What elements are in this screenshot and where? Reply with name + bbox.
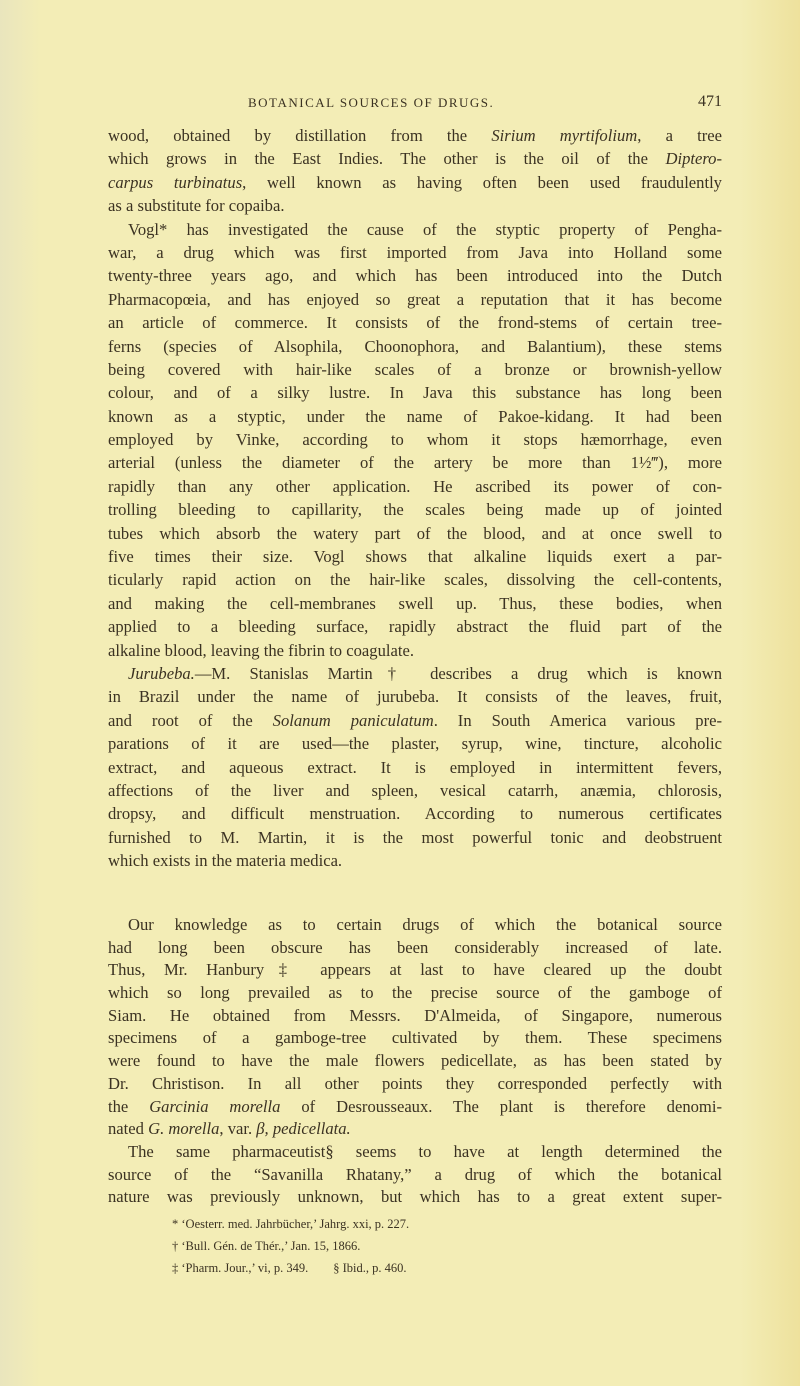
page-edge-shadow xyxy=(0,0,40,1386)
text-segment: nated xyxy=(108,1119,149,1139)
italic-text: β, pedicellata. xyxy=(256,1119,351,1139)
text-segment: applied to a bleeding surface, rapidly abstract the fluid part of the xyxy=(108,617,722,637)
text-line xyxy=(108,1118,722,1141)
text-line xyxy=(108,1073,722,1096)
text-line xyxy=(108,1186,722,1209)
italic-text: Solanum paniculatum xyxy=(272,710,434,730)
text-segment: Siam. He obtained from Messrs. D'Almeida, of Singapore, numerous xyxy=(108,1005,722,1025)
text-segment: which so long prevailed as to the precise source of the gamboge of xyxy=(108,983,722,1003)
italic-text: Diptero- xyxy=(665,149,722,169)
page-gutter-shadow xyxy=(740,0,800,1386)
text-segment: , a tree xyxy=(637,126,722,145)
text-line xyxy=(108,522,722,545)
footnote: ‡ ‘Pharm. Jour.,’ vi, p. 349. § Ibid., p. 460. xyxy=(172,1261,407,1275)
text-line xyxy=(108,662,722,685)
footnote: † ‘Bull. Gén. de Thér.,’ Jan. 15, 1866. xyxy=(172,1239,361,1253)
text-line xyxy=(108,194,722,217)
text-line xyxy=(108,849,722,872)
text-segment: which exists in the materia medica. xyxy=(108,851,343,871)
text-line xyxy=(108,1027,722,1050)
text-segment: twenty-three years ago, and which has been introduced into the Dutch xyxy=(108,266,722,286)
text-segment: Vogl* has investigated the cause of the styptic property of Pengha- xyxy=(128,219,722,239)
text-segment: parations of it are used—the plaster, syrup, wine, tincture, alcoholic xyxy=(108,734,722,754)
text-line xyxy=(108,381,722,404)
italic-text: G. morella xyxy=(148,1119,220,1139)
text-line xyxy=(108,756,722,779)
text-segment: employed by Vinke, according to whom it stops hæmorrhage, even xyxy=(108,430,722,450)
running-title: BOTANICAL SOURCES OF DRUGS. xyxy=(248,95,495,110)
text-segment: source of the “Savanilla Rhatany,” a drug of which the botanical xyxy=(108,1164,722,1184)
text-segment: trolling bleeding to capillarity, the scales being made up of jointed xyxy=(108,500,722,520)
text-line xyxy=(108,1096,722,1119)
page-number: 471 xyxy=(698,93,722,110)
text-segment: as a substitute for copaiba. xyxy=(108,196,285,216)
text-line xyxy=(108,288,722,311)
text-line xyxy=(108,428,722,451)
text-segment: —M. Stanislas Martin† describes a drug which is known xyxy=(194,663,722,683)
text-segment: an article of commerce. It consists of the frond-stems of certain tree- xyxy=(108,313,722,333)
text-segment: in Brazil under the name of jurubeba. It consists of the leaves, fruit, xyxy=(108,687,722,707)
italic-text: carpus turbinatus xyxy=(108,172,243,192)
text-segment: the xyxy=(108,1096,150,1116)
text-segment: The same pharmaceutist§ seems to have at length determined the xyxy=(128,1141,722,1161)
text-line xyxy=(108,311,722,334)
text-segment: extract, and aqueous extract. It is employed in intermittent fevers, xyxy=(108,757,722,777)
text-segment: , var. xyxy=(219,1119,257,1139)
text-segment: being covered with hair-like scales of a bronze or brownish-yellow xyxy=(108,359,722,379)
text-segment: affections of the liver and spleen, vesical catarrh, anæmia, chlorosis, xyxy=(108,780,722,800)
text-segment: and root of the xyxy=(108,710,273,730)
text-line xyxy=(108,568,722,591)
italic-text: Jurubeba. xyxy=(128,663,195,683)
text-segment: Our knowledge as to certain drugs of which the botanical source xyxy=(128,915,722,934)
text-line xyxy=(108,937,722,960)
text-segment: nature was previously unknown, but which has to a great extent super- xyxy=(108,1187,722,1207)
text-line xyxy=(108,592,722,615)
text-line xyxy=(108,826,722,849)
body-text-block-2 xyxy=(108,914,722,1209)
text-line xyxy=(108,914,722,937)
text-segment: tubes which absorb the watery part of the blood, and at once swell to xyxy=(108,523,722,543)
text-line xyxy=(108,124,722,147)
text-segment: ferns (species of Alsophila, Choonophora, and Balantium), these stems xyxy=(108,336,722,356)
text-segment: five times their size. Vogl shows that alkaline liquids exert a par- xyxy=(108,547,722,567)
text-segment: known as a styptic, under the name of Pakoe-kidang. It had been xyxy=(108,406,722,426)
text-line xyxy=(108,1005,722,1028)
text-segment: Dr. Christison. In all other points they corresponded perfectly with xyxy=(108,1073,722,1093)
text-line xyxy=(108,639,722,662)
text-line xyxy=(108,802,722,825)
text-segment: wood, obtained by distillation from the xyxy=(108,126,492,145)
body-text-block-1 xyxy=(108,124,722,873)
text-line xyxy=(108,685,722,708)
text-line xyxy=(108,779,722,802)
text-segment: Pharmacopœia, and has enjoyed so great a reputation that it has become xyxy=(108,289,722,309)
text-line xyxy=(108,264,722,287)
text-segment: dropsy, and difficult menstruation. According to numerous certificates xyxy=(108,804,722,824)
text-segment: ticularly rapid action on the hair-like scales, dissolving the cell-contents, xyxy=(108,570,722,590)
text-line xyxy=(108,405,722,428)
footnote: * ‘Oesterr. med. Jahrbücher,’ Jahrg. xxi, p. 227. xyxy=(172,1217,410,1231)
text-line xyxy=(108,335,722,358)
text-segment: arterial (unless the diameter of the artery be more than 1½‴), more xyxy=(108,453,722,473)
text-line xyxy=(108,545,722,568)
text-line xyxy=(108,1050,722,1073)
text-line xyxy=(108,959,722,982)
text-line xyxy=(108,451,722,474)
text-line xyxy=(108,1164,722,1187)
text-line xyxy=(108,498,722,521)
text-segment: specimens of a gamboge-tree cultivated by them. These specimens xyxy=(108,1028,722,1048)
text-segment: were found to have the male flowers pedicellate, as has been stated by xyxy=(108,1051,722,1071)
text-line xyxy=(108,171,722,194)
text-line xyxy=(108,475,722,498)
text-segment: , well known as having often been used fraudulently xyxy=(242,172,722,192)
text-segment: rapidly than any other application. He ascribed its power of con- xyxy=(108,476,722,496)
italic-text: Garcinia morella xyxy=(149,1096,281,1116)
text-segment: alkaline blood, leaving the fibrin to coagulate. xyxy=(108,640,414,660)
text-line xyxy=(108,732,722,755)
text-line xyxy=(108,218,722,241)
text-segment: had long been obscure has been considerably increased of late. xyxy=(108,937,722,957)
text-line xyxy=(108,241,722,264)
text-segment: colour, and of a silky lustre. In Java this substance has long been xyxy=(108,383,722,403)
text-segment: of Desrousseaux. The plant is therefore denomi- xyxy=(280,1096,722,1116)
running-header xyxy=(108,93,722,113)
text-line xyxy=(108,982,722,1005)
text-segment: war, a drug which was first imported from Java into Holland some xyxy=(108,242,722,262)
italic-text: Sirium myrtifolium xyxy=(491,126,638,145)
text-segment: which grows in the East Indies. The other is the oil of the xyxy=(108,149,666,169)
text-segment: furnished to M. Martin, it is the most powerful tonic and deobstruent xyxy=(108,827,722,847)
text-line xyxy=(108,709,722,732)
text-segment: . In South America various pre- xyxy=(433,710,723,730)
text-segment: and making the cell-membranes swell up. Thus, these bodies, when xyxy=(108,593,722,613)
text-line xyxy=(108,1141,722,1164)
footnotes xyxy=(172,1213,409,1279)
text-segment: Thus, Mr. Hanbury‡ appears at last to have cleared up the doubt xyxy=(108,960,722,980)
text-line xyxy=(108,615,722,638)
text-line xyxy=(108,147,722,170)
text-line xyxy=(108,358,722,381)
